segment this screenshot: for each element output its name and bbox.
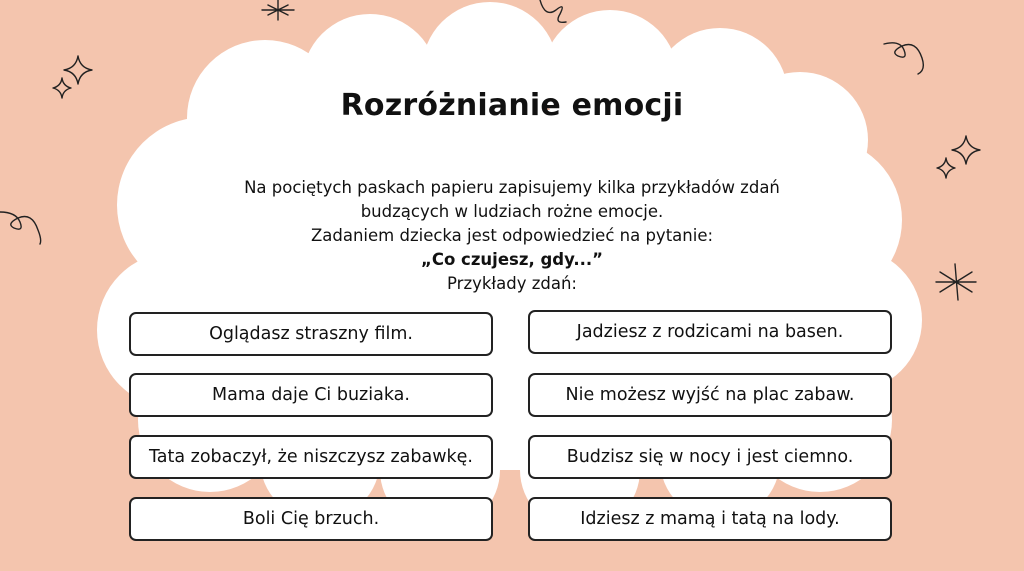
intro-text — [222, 176, 802, 296]
example-card: Oglądasz straszny film. — [129, 312, 493, 356]
intro-line: budzących w ludziach rożne emocje. — [360, 202, 664, 221]
example-card: Boli Cię brzuch. — [129, 497, 493, 541]
example-card: Nie możesz wyjść na plac zabaw. — [528, 373, 892, 417]
example-card: Budzisz się w nocy i jest ciemno. — [528, 435, 892, 479]
intro-line: Przykłady zdań: — [447, 274, 577, 293]
example-card: Idziesz z mamą i tatą na lody. — [528, 497, 892, 541]
intro-line: Na pociętych paskach papieru zapisujemy kilka przykładów zdań — [244, 178, 780, 197]
example-card: Jadziesz z rodzicami na basen. — [528, 310, 892, 354]
intro-question: „Co czujesz, gdy...” — [421, 250, 603, 269]
page-title: Rozróżnianie emocji — [340, 88, 684, 123]
example-card: Tata zobaczył, że niszczysz zabawkę. — [129, 435, 493, 479]
intro-line: Zadaniem dziecka jest odpowiedzieć na pytanie: — [310, 226, 714, 245]
example-card: Mama daje Ci buziaka. — [129, 373, 493, 417]
